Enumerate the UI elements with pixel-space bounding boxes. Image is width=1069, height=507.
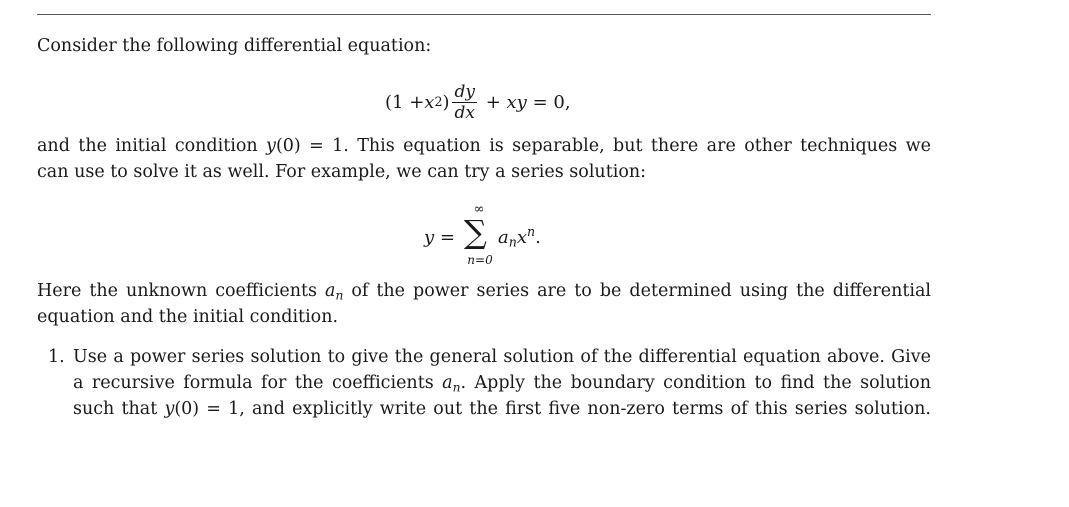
- eq1-plus: +: [479, 91, 507, 113]
- fraction-denominator: dx: [454, 102, 475, 123]
- para3-line2: equation and the initial condition.: [37, 307, 339, 327]
- intro-text: Consider the following differential equation:: [37, 36, 432, 56]
- fraction-numerator: dy: [454, 81, 475, 102]
- task-list: [37, 344, 931, 422]
- paragraph-coefficients: [37, 278, 931, 330]
- eq1-open: (1 +: [385, 91, 425, 113]
- eq1-x: x: [424, 91, 435, 113]
- task-line-3: such that y(0) = 1, and explicitly write out the first five non-zero terms of this series solution.: [73, 399, 931, 419]
- paragraph-initial-condition: [37, 133, 931, 185]
- eq2-lhs: y =: [424, 227, 461, 248]
- para3-line1: Here the unknown coefficients $a_n$ of the power series are to be determined using the differential: [37, 281, 931, 303]
- eq1-equals: = 0,: [526, 91, 571, 113]
- eq1-xy: xy: [506, 91, 527, 113]
- task-number: 1.: [48, 347, 65, 367]
- eq2-term: $a_nx^n$.: [498, 224, 541, 250]
- dy-dx-fraction: [452, 83, 477, 122]
- top-rule: [37, 14, 931, 15]
- summation: [462, 203, 496, 267]
- eq1-close: ): [442, 91, 450, 113]
- sigma-symbol: ∑: [464, 213, 487, 251]
- task-line-1: Use a power series solution to give the general solution of the differential equation above. Give: [73, 347, 931, 367]
- sum-lower-limit: n=0: [467, 253, 493, 267]
- sum-upper-limit: ∞: [473, 202, 485, 217]
- task-line-2: a recursive formula for the coefficients $a_n$. Apply the boundary condition to find the solution: [73, 373, 931, 395]
- task-item: [37, 344, 931, 422]
- differential-equation: (1 + x 2 ) $\frac{dy}{dx}$ + xy = 0,: [385, 81, 571, 123]
- para2-line1: and the initial condition y(0) = 1. This equation is separable, but there are other techniques we: [37, 136, 931, 156]
- para2-line2: can use to solve it as well. For example, we can try a series solution:: [37, 162, 647, 182]
